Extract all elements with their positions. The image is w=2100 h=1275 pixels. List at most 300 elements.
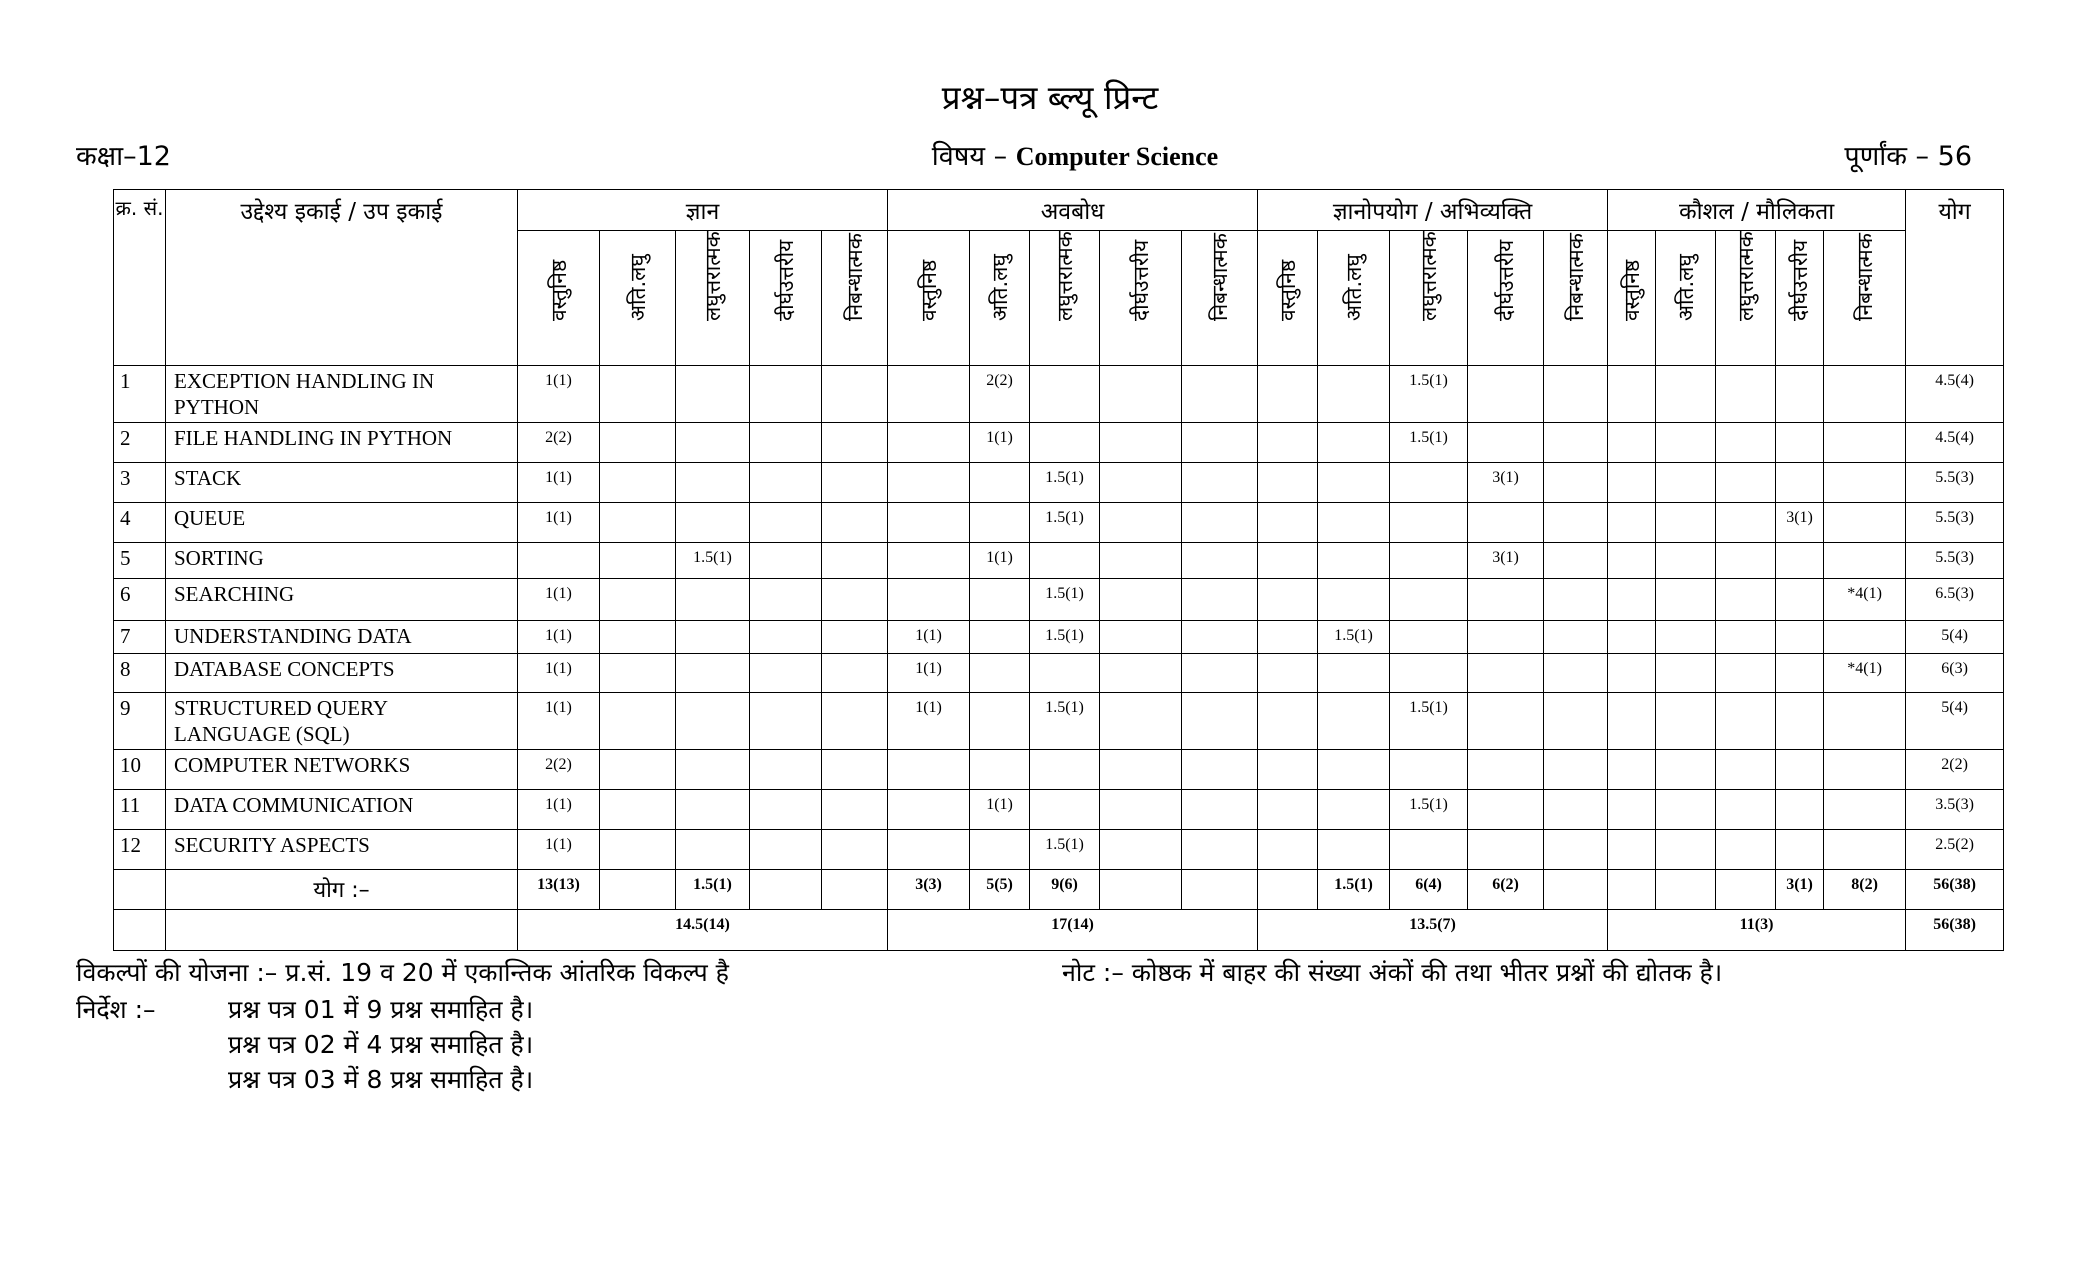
- value-cell: [1100, 790, 1182, 830]
- value-cell: 3(1): [1776, 503, 1824, 543]
- value-cell: [1182, 790, 1258, 830]
- subhead-cell: [1182, 231, 1258, 366]
- class-label: कक्षा–12: [76, 141, 171, 172]
- subhead-label: दीर्घउत्तरीय: [1787, 239, 1812, 321]
- value-cell: [1318, 543, 1390, 579]
- value-cell: [1608, 579, 1656, 621]
- value-cell: [1824, 503, 1906, 543]
- value-cell: [1608, 423, 1656, 463]
- col-total-header: योग: [1906, 190, 2004, 366]
- value-cell: [1100, 621, 1182, 654]
- total-cell: 5(5): [970, 870, 1030, 910]
- row-total: 2.5(2): [1906, 830, 2004, 870]
- total-cell: [1656, 870, 1716, 910]
- total-cell: 1.5(1): [1318, 870, 1390, 910]
- subhead-label: लघुत्तरात्मक: [1052, 231, 1077, 321]
- subhead-cell: [1030, 231, 1100, 366]
- subhead-cell: [1468, 231, 1544, 366]
- value-cell: [1390, 750, 1468, 790]
- value-cell: [1656, 693, 1716, 750]
- table-row: [114, 503, 2004, 543]
- value-cell: 1(1): [888, 621, 970, 654]
- value-cell: [1030, 423, 1100, 463]
- subhead-label: अति.लघु: [625, 254, 650, 321]
- table-row: [114, 790, 2004, 830]
- value-cell: [1776, 750, 1824, 790]
- value-cell: [1182, 579, 1258, 621]
- value-cell: [1182, 621, 1258, 654]
- value-cell: [1468, 366, 1544, 423]
- value-cell: 1.5(1): [1390, 693, 1468, 750]
- value-cell: 1(1): [518, 463, 600, 503]
- value-cell: [600, 750, 676, 790]
- value-cell: [1390, 543, 1468, 579]
- value-cell: [1716, 543, 1776, 579]
- direction-line: प्रश्न पत्र 03 में 8 प्रश्न समाहित है।: [228, 1065, 534, 1094]
- value-cell: [1716, 423, 1776, 463]
- value-cell: [822, 543, 888, 579]
- value-cell: [1468, 830, 1544, 870]
- value-cell: [1656, 579, 1716, 621]
- value-cell: [600, 621, 676, 654]
- value-cell: [1608, 790, 1656, 830]
- value-cell: 1(1): [970, 543, 1030, 579]
- total-cell: 8(2): [1824, 870, 1906, 910]
- value-cell: [750, 423, 822, 463]
- value-cell: [750, 830, 822, 870]
- value-cell: [1100, 423, 1182, 463]
- table-row: [114, 366, 2004, 423]
- total-cell: [750, 870, 822, 910]
- value-cell: [1258, 621, 1318, 654]
- value-cell: [600, 693, 676, 750]
- options-scheme: विकल्पों की योजना :– प्र.सं. 19 व 20 में एकान्तिक आंतरिक विकल्प है: [76, 958, 729, 987]
- group-total-cell: 13.5(7): [1258, 910, 1608, 951]
- value-cell: [1182, 463, 1258, 503]
- value-cell: 1.5(1): [1318, 621, 1390, 654]
- value-cell: [970, 621, 1030, 654]
- value-cell: [1544, 366, 1608, 423]
- row-topic: SECURITY ASPECTS: [166, 830, 518, 870]
- value-cell: [1716, 463, 1776, 503]
- value-cell: [1716, 579, 1776, 621]
- group-total-cell: 11(3): [1608, 910, 1906, 951]
- value-cell: [1182, 503, 1258, 543]
- header-row-groups: [114, 190, 2004, 231]
- note-text: नोट :– कोष्ठक में बाहर की संख्या अंकों की तथा भीतर प्रश्नों की द्योतक है।: [1062, 958, 1723, 987]
- total-row: [114, 870, 2004, 910]
- value-cell: [750, 579, 822, 621]
- value-cell: [1824, 366, 1906, 423]
- value-cell: [1544, 830, 1608, 870]
- row-total: 5(4): [1906, 693, 2004, 750]
- value-cell: [1030, 654, 1100, 693]
- value-cell: [888, 423, 970, 463]
- value-cell: [970, 463, 1030, 503]
- value-cell: [1258, 503, 1318, 543]
- value-cell: [1656, 790, 1716, 830]
- subhead-cell: [1318, 231, 1390, 366]
- total-row-label: योग :–: [166, 870, 518, 910]
- value-cell: [1258, 693, 1318, 750]
- value-cell: 1(1): [518, 830, 600, 870]
- total-cell: [1608, 870, 1656, 910]
- row-topic: COMPUTER NETWORKS: [166, 750, 518, 790]
- value-cell: [1100, 654, 1182, 693]
- value-cell: [1608, 366, 1656, 423]
- value-cell: [970, 750, 1030, 790]
- value-cell: [1100, 366, 1182, 423]
- value-cell: [1182, 366, 1258, 423]
- value-cell: [1776, 366, 1824, 423]
- value-cell: 1(1): [518, 790, 600, 830]
- value-cell: [822, 366, 888, 423]
- value-cell: [1608, 654, 1656, 693]
- total-cell: [1716, 870, 1776, 910]
- value-cell: [1776, 693, 1824, 750]
- value-cell: [1656, 830, 1716, 870]
- table-row: [114, 654, 2004, 693]
- value-cell: [888, 366, 970, 423]
- total-cell: 6(2): [1468, 870, 1544, 910]
- value-cell: [600, 366, 676, 423]
- row-sno: 6: [114, 579, 166, 621]
- value-cell: [676, 750, 750, 790]
- value-cell: [1716, 790, 1776, 830]
- value-cell: [1390, 503, 1468, 543]
- value-cell: [1544, 750, 1608, 790]
- direction-line: प्रश्न पत्र 01 में 9 प्रश्न समाहित है।: [228, 995, 534, 1024]
- value-cell: [1824, 693, 1906, 750]
- value-cell: 1(1): [888, 654, 970, 693]
- value-cell: 1.5(1): [1390, 790, 1468, 830]
- value-cell: [1656, 621, 1716, 654]
- value-cell: [1258, 750, 1318, 790]
- value-cell: [822, 790, 888, 830]
- value-cell: [1608, 503, 1656, 543]
- value-cell: 1.5(1): [676, 543, 750, 579]
- value-cell: [750, 693, 822, 750]
- value-cell: [750, 790, 822, 830]
- value-cell: [750, 366, 822, 423]
- value-cell: [1258, 790, 1318, 830]
- value-cell: [888, 543, 970, 579]
- value-cell: 1.5(1): [1030, 693, 1100, 750]
- subhead-cell: [750, 231, 822, 366]
- value-cell: [1544, 423, 1608, 463]
- value-cell: [1030, 790, 1100, 830]
- value-cell: [1318, 830, 1390, 870]
- value-cell: [600, 790, 676, 830]
- value-cell: [1656, 423, 1716, 463]
- subhead-cell: [1716, 231, 1776, 366]
- row-sno: 5: [114, 543, 166, 579]
- value-cell: [1716, 693, 1776, 750]
- group-total-sno: [114, 910, 166, 951]
- value-cell: [600, 423, 676, 463]
- subject-label: [0, 136, 2100, 173]
- value-cell: [822, 621, 888, 654]
- table-row: [114, 830, 2004, 870]
- value-cell: [1656, 503, 1716, 543]
- value-cell: 1.5(1): [1390, 366, 1468, 423]
- row-topic: SEARCHING: [166, 579, 518, 621]
- row-topic: DATABASE CONCEPTS: [166, 654, 518, 693]
- value-cell: [1390, 621, 1468, 654]
- group-total-row: [114, 910, 2004, 951]
- value-cell: [1318, 750, 1390, 790]
- total-cell: [1544, 870, 1608, 910]
- row-total: 6.5(3): [1906, 579, 2004, 621]
- value-cell: 2(2): [518, 750, 600, 790]
- row-topic: SORTING: [166, 543, 518, 579]
- value-cell: [676, 503, 750, 543]
- subhead-label: वस्तुनिष्ठ: [1619, 259, 1644, 321]
- total-cell: [1258, 870, 1318, 910]
- value-cell: [1544, 543, 1608, 579]
- row-total: 4.5(4): [1906, 366, 2004, 423]
- value-cell: [676, 423, 750, 463]
- value-cell: [1258, 654, 1318, 693]
- value-cell: [1824, 790, 1906, 830]
- value-cell: *4(1): [1824, 579, 1906, 621]
- value-cell: 1.5(1): [1030, 579, 1100, 621]
- subhead-cell: [1258, 231, 1318, 366]
- value-cell: [1716, 750, 1776, 790]
- value-cell: [888, 463, 970, 503]
- value-cell: 1(1): [518, 503, 600, 543]
- table-row: [114, 693, 2004, 750]
- row-total: 5.5(3): [1906, 463, 2004, 503]
- value-cell: [1608, 463, 1656, 503]
- subhead-label: लघुत्तरात्मक: [1416, 231, 1441, 321]
- value-cell: [1318, 654, 1390, 693]
- group-header-avbodh: अवबोध: [888, 190, 1258, 231]
- value-cell: [1468, 621, 1544, 654]
- value-cell: [1468, 503, 1544, 543]
- row-sno: 10: [114, 750, 166, 790]
- value-cell: [1318, 693, 1390, 750]
- value-cell: [1716, 830, 1776, 870]
- value-cell: [822, 463, 888, 503]
- table-row: [114, 463, 2004, 503]
- group-header-kaushal: कौशल / मौलिकता: [1608, 190, 1906, 231]
- row-total: 2(2): [1906, 750, 2004, 790]
- subhead-cell: [1656, 231, 1716, 366]
- value-cell: [1030, 543, 1100, 579]
- value-cell: [1716, 621, 1776, 654]
- value-cell: [1182, 654, 1258, 693]
- subject-name: Computer Science: [1015, 142, 1219, 171]
- value-cell: [1318, 423, 1390, 463]
- subject-prefix: विषय –: [931, 141, 1008, 172]
- value-cell: [676, 579, 750, 621]
- value-cell: [1100, 693, 1182, 750]
- row-topic: STRUCTURED QUERY LANGUAGE (SQL): [166, 693, 518, 750]
- row-total: 5(4): [1906, 621, 2004, 654]
- value-cell: [1258, 366, 1318, 423]
- table-row: [114, 423, 2004, 463]
- subhead-label: अति.लघु: [1673, 254, 1698, 321]
- value-cell: [600, 503, 676, 543]
- value-cell: [1100, 463, 1182, 503]
- value-cell: [1318, 503, 1390, 543]
- value-cell: [676, 366, 750, 423]
- value-cell: [1468, 654, 1544, 693]
- value-cell: [600, 463, 676, 503]
- value-cell: [1544, 463, 1608, 503]
- value-cell: [676, 790, 750, 830]
- row-sno: 4: [114, 503, 166, 543]
- value-cell: [1182, 830, 1258, 870]
- value-cell: [518, 543, 600, 579]
- value-cell: [1182, 423, 1258, 463]
- subhead-label: अति.लघु: [1341, 254, 1366, 321]
- subhead-label: दीर्घउत्तरीय: [773, 239, 798, 321]
- value-cell: 1.5(1): [1390, 423, 1468, 463]
- value-cell: [822, 830, 888, 870]
- subhead-cell: [518, 231, 600, 366]
- value-cell: [1716, 503, 1776, 543]
- subhead-label: अति.लघु: [987, 254, 1012, 321]
- value-cell: 2(2): [970, 366, 1030, 423]
- subhead-label: लघुत्तरात्मक: [700, 231, 725, 321]
- value-cell: [1390, 654, 1468, 693]
- value-cell: [1182, 693, 1258, 750]
- row-total: 5.5(3): [1906, 543, 2004, 579]
- value-cell: [1776, 579, 1824, 621]
- value-cell: [1608, 750, 1656, 790]
- value-cell: [1656, 543, 1716, 579]
- value-cell: [822, 579, 888, 621]
- value-cell: 1.5(1): [1030, 830, 1100, 870]
- row-topic: STACK: [166, 463, 518, 503]
- value-cell: [1318, 463, 1390, 503]
- total-cell: 3(3): [888, 870, 970, 910]
- value-cell: [1390, 830, 1468, 870]
- value-cell: 1(1): [970, 423, 1030, 463]
- value-cell: [750, 750, 822, 790]
- value-cell: [1656, 463, 1716, 503]
- table-row: [114, 621, 2004, 654]
- value-cell: [1100, 503, 1182, 543]
- value-cell: [1824, 423, 1906, 463]
- subhead-label: निबन्धात्मक: [1207, 233, 1232, 321]
- value-cell: [1100, 750, 1182, 790]
- value-cell: [1776, 830, 1824, 870]
- row-topic: DATA COMMUNICATION: [166, 790, 518, 830]
- value-cell: [1100, 830, 1182, 870]
- subhead-label: निबन्धात्मक: [842, 233, 867, 321]
- value-cell: [600, 543, 676, 579]
- value-cell: 3(1): [1468, 463, 1544, 503]
- subhead-label: लघुत्तरात्मक: [1733, 231, 1758, 321]
- value-cell: [1318, 790, 1390, 830]
- row-sno: 11: [114, 790, 166, 830]
- value-cell: [750, 654, 822, 693]
- value-cell: 1(1): [518, 693, 600, 750]
- subhead-cell: [1608, 231, 1656, 366]
- value-cell: [1776, 654, 1824, 693]
- value-cell: [1258, 463, 1318, 503]
- subhead-label: दीर्घउत्तरीय: [1493, 239, 1518, 321]
- row-sno: 9: [114, 693, 166, 750]
- value-cell: [1544, 693, 1608, 750]
- value-cell: [888, 503, 970, 543]
- value-cell: [1824, 543, 1906, 579]
- row-total: 4.5(4): [1906, 423, 2004, 463]
- subhead-label: निबन्धात्मक: [1852, 233, 1877, 321]
- row-total: 6(3): [1906, 654, 2004, 693]
- value-cell: [1390, 579, 1468, 621]
- value-cell: [1776, 621, 1824, 654]
- row-sno: 1: [114, 366, 166, 423]
- value-cell: [1824, 621, 1906, 654]
- group-total-cell: 17(14): [888, 910, 1258, 951]
- value-cell: [1544, 503, 1608, 543]
- value-cell: [970, 693, 1030, 750]
- value-cell: [676, 693, 750, 750]
- value-cell: [600, 579, 676, 621]
- value-cell: [1468, 579, 1544, 621]
- subhead-cell: [1390, 231, 1468, 366]
- value-cell: [1030, 750, 1100, 790]
- total-cell: 3(1): [1776, 870, 1824, 910]
- value-cell: 1(1): [518, 621, 600, 654]
- subhead-label: वस्तुनिष्ठ: [1275, 259, 1300, 321]
- group-total-cell: 14.5(14): [518, 910, 888, 951]
- value-cell: [1390, 463, 1468, 503]
- value-cell: [822, 654, 888, 693]
- total-cell: 13(13): [518, 870, 600, 910]
- value-cell: [676, 463, 750, 503]
- value-cell: [1776, 463, 1824, 503]
- page-title: प्रश्न–पत्र ब्ल्यू प्रिन्ट: [941, 78, 1159, 117]
- directions-label: निर्देश :–: [76, 995, 156, 1024]
- value-cell: [750, 463, 822, 503]
- value-cell: [1100, 543, 1182, 579]
- value-cell: [676, 654, 750, 693]
- row-topic: FILE HANDLING IN PYTHON: [166, 423, 518, 463]
- value-cell: [888, 790, 970, 830]
- col-topic-header: उद्देश्य इकाई / उप इकाई: [166, 190, 518, 366]
- total-cell: [822, 870, 888, 910]
- total-row-total: 56(38): [1906, 870, 2004, 910]
- value-cell: [1544, 621, 1608, 654]
- value-cell: 1.5(1): [1030, 463, 1100, 503]
- value-cell: [1318, 579, 1390, 621]
- group-header-gyanopyog: ज्ञानोपयोग / अभिव्यक्ति: [1258, 190, 1608, 231]
- total-cell: 6(4): [1390, 870, 1468, 910]
- row-sno: 7: [114, 621, 166, 654]
- row-topic: QUEUE: [166, 503, 518, 543]
- grand-total: 56(38): [1906, 910, 2004, 951]
- value-cell: [1030, 366, 1100, 423]
- value-cell: [1656, 750, 1716, 790]
- value-cell: [822, 750, 888, 790]
- total-cell: 9(6): [1030, 870, 1100, 910]
- value-cell: [600, 830, 676, 870]
- value-cell: [1182, 750, 1258, 790]
- subhead-label: निबन्धात्मक: [1563, 233, 1588, 321]
- value-cell: [750, 543, 822, 579]
- value-cell: [750, 621, 822, 654]
- value-cell: [888, 830, 970, 870]
- value-cell: [1716, 366, 1776, 423]
- value-cell: [1716, 654, 1776, 693]
- value-cell: [1544, 654, 1608, 693]
- value-cell: *4(1): [1824, 654, 1906, 693]
